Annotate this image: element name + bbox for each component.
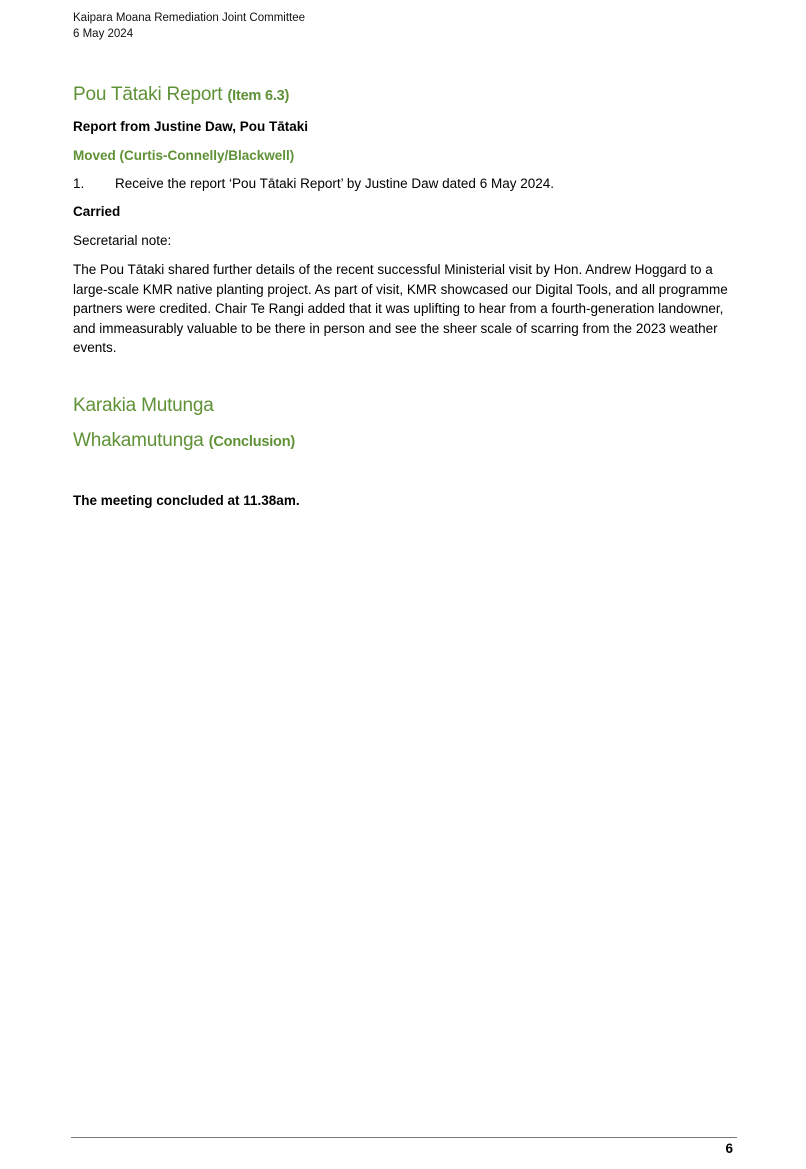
moved-line: Moved (Curtis-Connelly/Blackwell): [73, 148, 295, 163]
page-header: [73, 10, 305, 42]
conclusion-title-text: Whakamutunga: [73, 429, 204, 451]
header-committee: Kaipara Moana Remediation Joint Committee: [73, 12, 306, 24]
outcome-carried: Carried: [73, 204, 121, 219]
section-title-text: Pou Tātaki Report: [73, 84, 223, 105]
header-date: 6 May 2024: [73, 28, 134, 40]
report-from-line: Report from Justine Daw, Pou Tātaki: [73, 119, 309, 134]
section-item-number: (Item 6.3): [227, 88, 290, 104]
section-title-whakamutunga: [73, 428, 733, 455]
conclusion-subtitle: (Conclusion): [208, 433, 295, 450]
secretarial-note-text: The Pou Tātaki shared further details of the recent successful Ministerial visit by Hon. Andrew Hoggard to a large-scale KMR native planting project. As part of visit, KMR showcased our Digital Tools, and all programme partners were credited. Chair Te Rangi added that it was uplifting to hear from a fourth-generation landowner, and immeasurably valuable to be there in person and see the sheer scale of scarring from the 2023 weather events.: [73, 262, 728, 355]
resolution-number: 1.: [73, 176, 85, 191]
page-number: 6: [725, 1141, 733, 1156]
resolution-item: [73, 175, 733, 193]
footer-divider: [71, 1137, 737, 1138]
resolution-text: Receive the report ‘Pou Tātaki Report’ by Justine Daw dated 6 May 2024.: [115, 176, 554, 191]
section-title-karakia-mutunga: Karakia Mutunga: [73, 394, 214, 416]
secretarial-note-label: Secretarial note:: [73, 233, 172, 248]
meeting-closing-line: The meeting concluded at 11.38am.: [73, 492, 300, 508]
page-content: [73, 82, 733, 510]
section-title-pou-tataki-report: [73, 82, 733, 109]
